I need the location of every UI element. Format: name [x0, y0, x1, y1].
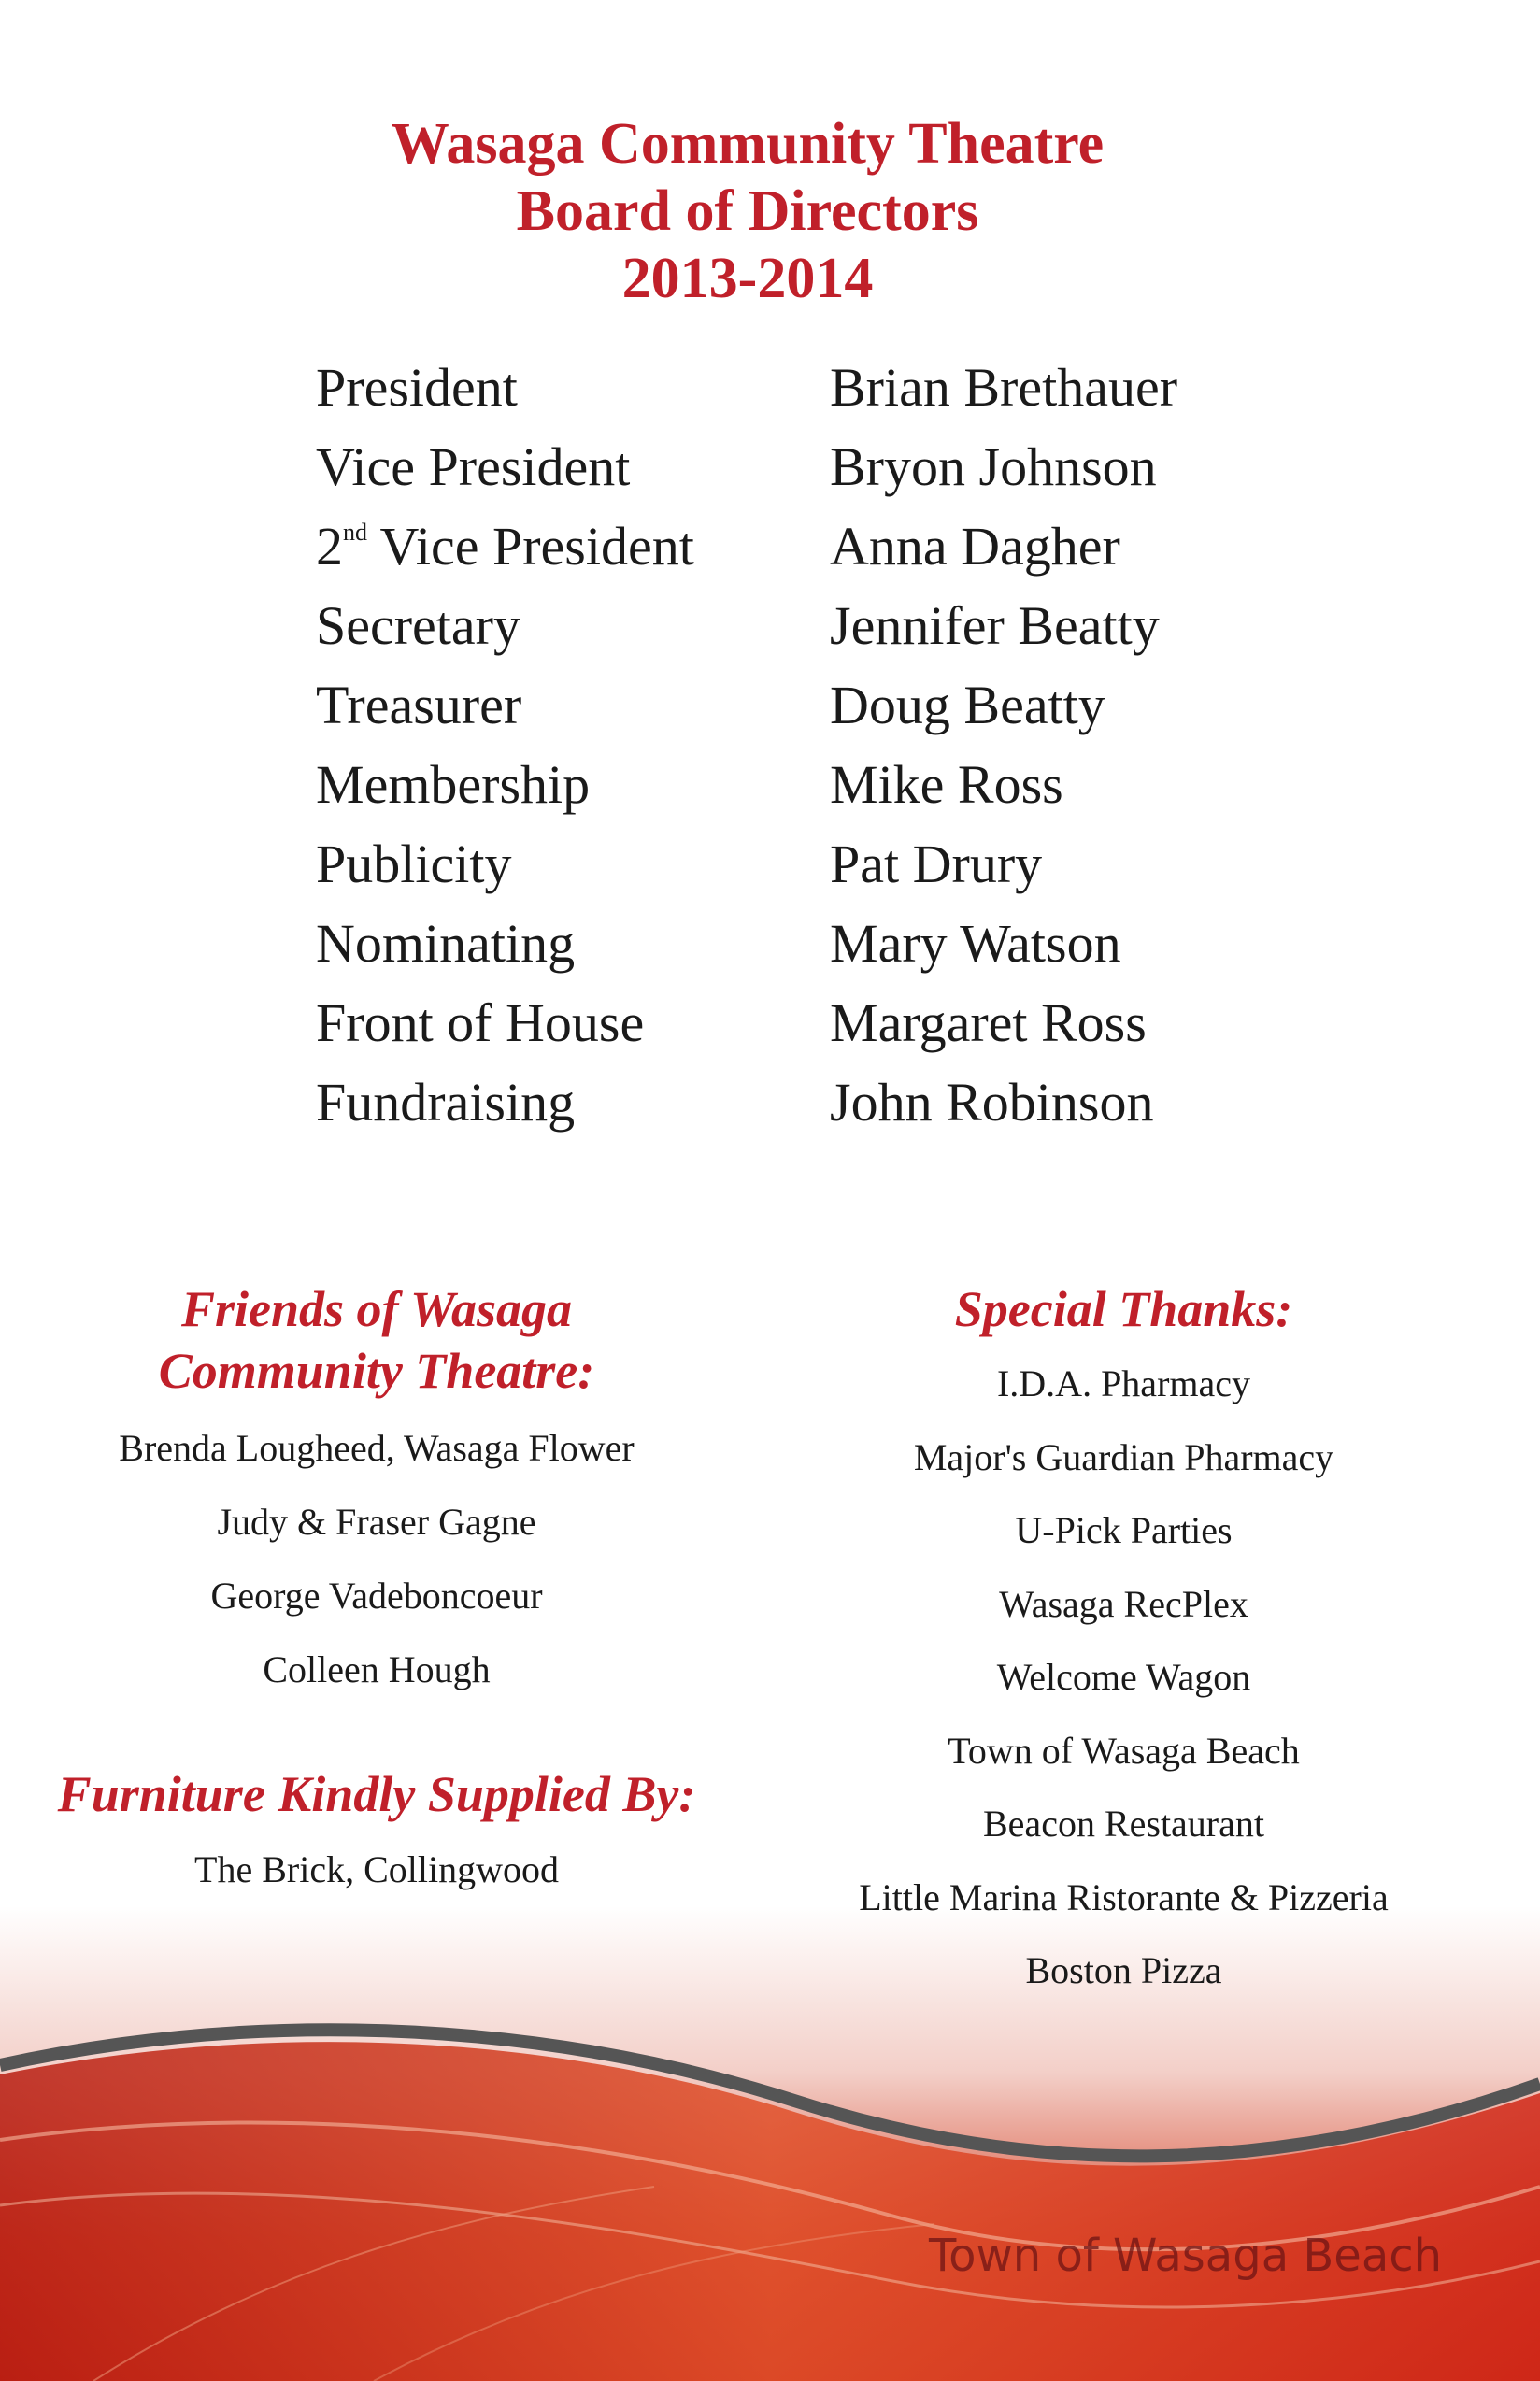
role-label: Vice President	[316, 436, 631, 497]
special-thanks-section	[748, 1278, 1500, 2008]
role-label: President	[316, 357, 518, 418]
role-label: Fundraising	[316, 1072, 576, 1133]
list-item: George Vadeboncoeur	[210, 1575, 543, 1617]
role-label: Publicity	[316, 834, 512, 894]
furniture-list	[0, 1832, 753, 1906]
board-row	[316, 904, 1250, 983]
special-thanks-list	[748, 1347, 1500, 2008]
member-name: John Robinson	[830, 1072, 1154, 1133]
friends-title-line: Friends of Wasaga	[180, 1281, 573, 1337]
board-row	[316, 348, 1250, 427]
member-name: Doug Beatty	[830, 675, 1105, 735]
list-item: Judy & Fraser Gagne	[217, 1501, 536, 1543]
list-item: Colleen Hough	[263, 1648, 491, 1690]
role-text: Vice President	[379, 516, 694, 577]
role-prefix: 2	[316, 516, 343, 577]
board-row	[316, 1062, 1250, 1142]
board-row	[316, 665, 1250, 745]
member-name: Bryon Johnson	[830, 436, 1157, 497]
role-label: Treasurer	[316, 675, 522, 735]
list-item: U-Pick Parties	[1015, 1509, 1233, 1551]
role-superscript: nd	[343, 518, 367, 546]
list-item: The Brick, Collingwood	[194, 1848, 559, 1890]
board-row	[316, 586, 1250, 665]
page-header	[0, 110, 1495, 312]
board-title: Board of Directors	[516, 179, 979, 243]
board-row	[316, 824, 1250, 904]
list-item: I.D.A. Pharmacy	[996, 1362, 1251, 1404]
list-item: Little Marina Ristorante & Pizzeria	[859, 1875, 1389, 1918]
footer-watermark-text: Town of Wasaga Beach	[929, 2230, 1443, 2282]
friends-title	[0, 1278, 753, 1402]
board-list	[316, 348, 1250, 1142]
role-label	[316, 515, 830, 577]
special-thanks-title: Special Thanks:	[954, 1281, 1293, 1337]
friends-list	[0, 1411, 753, 1706]
list-item: Welcome Wagon	[996, 1656, 1251, 1698]
member-name: Pat Drury	[830, 834, 1043, 894]
role-label: Membership	[316, 754, 591, 815]
furniture-title: Furniture Kindly Supplied By:	[57, 1766, 696, 1822]
furniture-section	[0, 1763, 753, 1906]
list-item: Wasaga RecPlex	[999, 1582, 1248, 1625]
member-name: Margaret Ross	[830, 992, 1147, 1053]
role-label: Nominating	[316, 913, 576, 974]
member-name: Mike Ross	[830, 754, 1063, 815]
member-name: Brian Brethauer	[830, 357, 1178, 418]
season-year: 2013-2014	[621, 247, 874, 310]
theatre-title: Wasaga Community Theatre	[391, 112, 1105, 176]
member-name: Mary Watson	[830, 913, 1121, 974]
board-row	[316, 983, 1250, 1062]
board-row	[316, 506, 1250, 586]
member-name: Jennifer Beatty	[830, 595, 1160, 656]
list-item: Beacon Restaurant	[983, 1803, 1264, 1845]
list-item: Brenda Lougheed, Wasaga Flower	[119, 1427, 635, 1469]
friends-title-line: Community Theatre:	[158, 1343, 595, 1399]
role-label: Secretary	[316, 595, 520, 656]
member-name: Anna Dagher	[830, 516, 1120, 577]
board-row	[316, 745, 1250, 824]
list-item: Major's Guardian Pharmacy	[913, 1435, 1334, 1478]
list-item: Boston Pizza	[1025, 1949, 1222, 1991]
role-label: Front of House	[316, 992, 645, 1053]
list-item: Town of Wasaga Beach	[948, 1729, 1300, 1772]
friends-section	[0, 1278, 753, 1706]
board-row	[316, 427, 1250, 506]
